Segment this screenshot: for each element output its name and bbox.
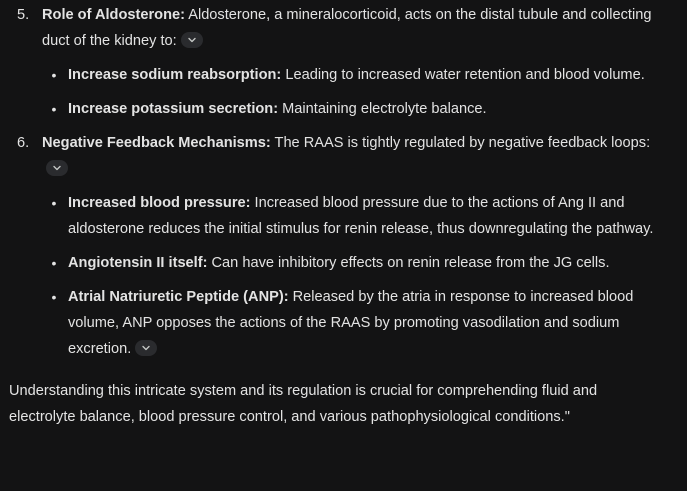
sub-item-text: Can have inhibitory effects on renin release from the JG cells. [207,255,610,271]
sub-list [0,190,687,362]
list-number: 6. [17,135,30,151]
sub-item-title: Angiotensin II itself: [68,255,208,271]
chevron-down-icon [187,36,197,44]
sub-list [0,62,687,122]
list-item-aldosterone [0,2,687,54]
item-text: The RAAS is tightly regulated by negative feedback loops: [270,135,651,151]
expand-chip-button[interactable] [46,160,68,176]
sub-item-text: Leading to increased water retention and blood volume. [281,67,645,83]
bullet-marker: • [51,67,57,83]
item-text: Aldosterone, a mineralocorticoid, acts on the distal tubule and collecting duct of the kidney to: [42,7,652,49]
chevron-down-icon [52,164,62,172]
response-content [0,2,687,430]
sub-item-potassium [0,96,687,122]
bullet-marker: • [51,255,57,271]
list-number: 5. [17,7,30,23]
sub-item-text: Released by the atria in response to increased blood volume, ANP opposes the actions of the RAAS by promoting vasodilation and sodium excretion. [68,289,634,357]
item-title: Role of Aldosterone: [42,7,185,23]
bullet-marker: • [51,195,57,211]
list-item-negative-feedback [0,130,687,182]
sub-item-title: Increased blood pressure: [68,195,251,211]
bullet-marker: • [51,101,57,117]
closing-paragraph: Understanding this intricate system and its regulation is crucial for comprehending fluid and electrolyte balance, blood pressure control, and various pathophysiological conditions." [9,383,598,425]
sub-item-text: Maintaining electrolyte balance. [278,101,487,117]
sub-item-sodium [0,62,687,88]
sub-item-text: Increased blood pressure due to the actions of Ang II and aldosterone reduces the initial stimulus for renin release, thus downregulating the pathway. [68,195,654,237]
sub-item-angiotensin [0,250,687,276]
bullet-marker: • [51,289,57,305]
sub-item-blood-pressure [0,190,687,242]
expand-chip-button[interactable] [135,340,157,356]
item-title: Negative Feedback Mechanisms: [42,135,271,151]
sub-item-anp [0,284,687,362]
chevron-down-icon [141,344,151,352]
sub-item-title: Increase sodium reabsorption: [68,67,282,83]
expand-chip-button[interactable] [181,32,203,48]
sub-item-title: Increase potassium secretion: [68,101,279,117]
sub-item-title: Atrial Natriuretic Peptide (ANP): [68,289,289,305]
